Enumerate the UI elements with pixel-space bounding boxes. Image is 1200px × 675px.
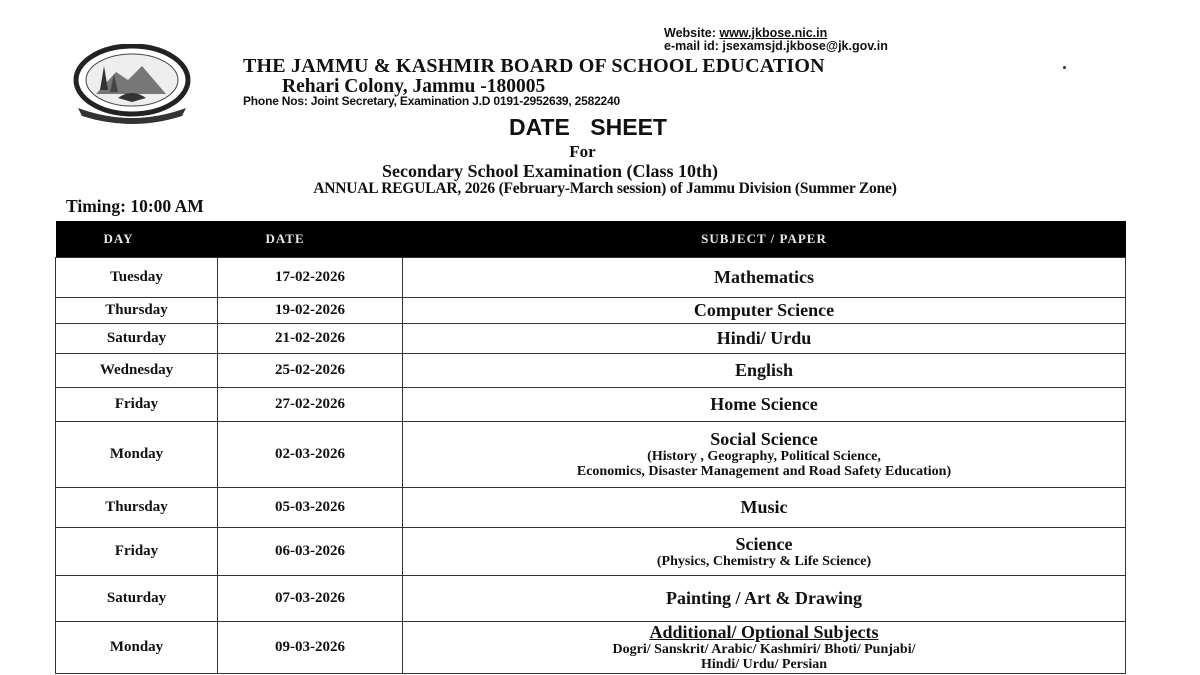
subject-name: Painting / Art & Drawing <box>666 588 862 608</box>
cell-day: Friday <box>56 388 218 422</box>
exam-name: Secondary School Examination (Class 10th) <box>381 161 719 181</box>
cell-subject <box>403 388 1126 422</box>
table-row <box>56 258 1126 298</box>
subject-name: Social Science <box>710 429 818 449</box>
cell-day: Friday <box>56 528 218 576</box>
emblem-icon <box>66 44 198 124</box>
cell-subject <box>403 488 1126 528</box>
cell-day: Wednesday <box>56 354 218 388</box>
cell-day: Saturday <box>56 576 218 622</box>
cell-day: Monday <box>56 622 218 674</box>
cell-day: Tuesday <box>56 258 218 298</box>
table-row <box>56 298 1126 324</box>
table-row <box>56 488 1126 528</box>
subject-name: English <box>734 360 794 380</box>
column-header-day: DAY <box>56 221 218 258</box>
cell-subject <box>403 324 1126 354</box>
cell-date: 09-03-2026 <box>218 622 403 674</box>
subject-name: Home Science <box>710 394 818 414</box>
cell-subject <box>403 354 1126 388</box>
session-info: ANNUAL REGULAR, 2026 (February-March session) of Jammu Division (Summer Zone) <box>313 180 897 197</box>
table-row <box>56 388 1126 422</box>
cell-subject <box>403 576 1126 622</box>
speck <box>1063 66 1066 69</box>
cell-date: 27-02-2026 <box>218 388 403 422</box>
cell-day: Thursday <box>56 488 218 528</box>
phone-numbers: Phone Nos: Joint Secretary, Examination J.D 0191-2952639, 2582240 <box>243 94 620 108</box>
subject-detail: Dogri/ Sanskrit/ Arabic/ Kashmiri/ Bhoti/ Punjabi/ <box>612 642 916 657</box>
table-row <box>56 354 1126 388</box>
subject-detail: Hindi/ Urdu/ Persian <box>700 657 828 672</box>
cell-date: 06-03-2026 <box>218 528 403 576</box>
cell-date: 21-02-2026 <box>218 324 403 354</box>
cell-date: 17-02-2026 <box>218 258 403 298</box>
email-label: e-mail id: <box>664 39 719 53</box>
subject-name: Computer Science <box>693 300 835 320</box>
column-header-subject: SUBJECT / PAPER <box>403 221 1126 258</box>
website-link[interactable]: www.jkbose.nic.in <box>719 26 828 40</box>
cell-subject <box>403 622 1126 674</box>
table-row <box>56 622 1126 674</box>
cell-subject <box>403 422 1126 488</box>
exam-timing: Timing: 10:00 AM <box>66 196 204 216</box>
subject-name: Mathematics <box>714 267 814 287</box>
website-label: Website: <box>664 26 716 40</box>
table-row <box>56 528 1126 576</box>
table-row <box>56 576 1126 622</box>
subject-detail: Economics, Disaster Management and Road Safety Education) <box>576 464 952 479</box>
cell-day: Thursday <box>56 298 218 324</box>
cell-date: 25-02-2026 <box>218 354 403 388</box>
cell-day: Monday <box>56 422 218 488</box>
subject-name: Hindi/ Urdu <box>716 328 812 348</box>
column-header-date: DATE <box>218 221 403 258</box>
board-address: Rehari Colony, Jammu -180005 <box>282 76 546 97</box>
cell-date: 19-02-2026 <box>218 298 403 324</box>
cell-date: 07-03-2026 <box>218 576 403 622</box>
table-header-row <box>56 221 1126 258</box>
cell-day: Saturday <box>56 324 218 354</box>
contact-info <box>664 27 888 53</box>
cell-subject <box>403 298 1126 324</box>
subject-name: Science <box>735 533 793 554</box>
board-logo <box>66 44 198 124</box>
cell-subject <box>403 528 1126 576</box>
cell-date: 05-03-2026 <box>218 488 403 528</box>
date-sheet-table <box>55 221 1126 674</box>
cell-date: 02-03-2026 <box>218 422 403 488</box>
table-row <box>56 324 1126 354</box>
table-row <box>56 422 1126 488</box>
email-link[interactable]: jsexamsjd.jkbose@jk.gov.in <box>722 39 888 53</box>
board-name: THE JAMMU & KASHMIR BOARD OF SCHOOL EDUCATION <box>243 55 825 77</box>
page-title: DATE SHEET <box>509 114 667 140</box>
subject-name: Additional/ Optional Subjects <box>649 622 879 642</box>
subject-name: Music <box>740 497 788 517</box>
subject-detail: (History , Geography, Political Science, <box>647 449 881 464</box>
subject-detail: (Physics, Chemistry & Life Science) <box>656 553 872 569</box>
cell-subject <box>403 258 1126 298</box>
for-label: For <box>569 142 596 161</box>
